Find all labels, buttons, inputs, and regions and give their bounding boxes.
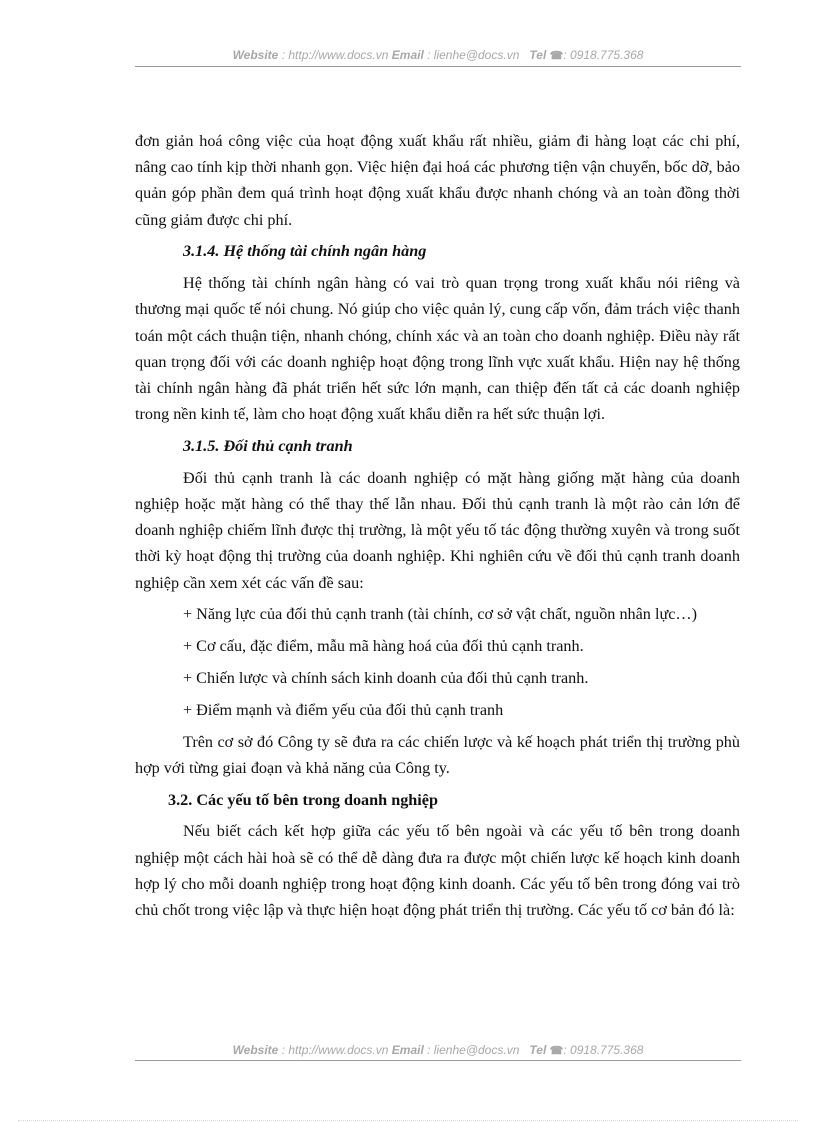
page-header <box>135 48 741 62</box>
website-separator: : <box>278 1043 289 1057</box>
bullet-item: + Cơ cấu, đặc điểm, mẫu mã hàng hoá của đối thủ cạnh tranh. <box>183 637 584 656</box>
page-edge-divider <box>18 1120 798 1121</box>
tel-number: 0918.775.368 <box>570 1043 644 1057</box>
intro-paragraph: đơn giản hoá công việc của hoạt động xuất khẩu rất nhiều, giảm đi hàng loạt các chi phí, nâng cao tính kịp thời nhanh gọn. Việc hiện đại hoá các phương tiện vận chuyển, bốc dỡ, bảo quản góp phần đem quá trình hoạt động xuất khẩu được nhanh chóng và an toàn đồng thời cũng giảm được chi phí. <box>135 132 740 229</box>
website-label: Website <box>232 1043 279 1057</box>
header-rule <box>135 66 741 67</box>
heading-3-1-5: 3.1.5. Đối thủ cạnh tranh <box>183 437 353 456</box>
website-label: Website <box>232 48 279 62</box>
footer-rule <box>135 1060 741 1061</box>
email-separator: : <box>423 48 434 62</box>
paragraph-3-1-4: Hệ thống tài chính ngân hàng có vai trò quan trọng trong xuất khẩu nói riêng và thương mại quốc tế nói chung. Nó giúp cho việc quản lý, cung cấp vốn, đảm trách việc thanh toán một cách thuận tiện, nhanh chóng, chính xác và an toàn cho doanh nghiệp. Điều này rất quan trọng đối với các doanh nghiệp hoạt động trong lĩnh vực xuất khẩu. Hiện nay hệ thống tài chính ngân hàng đã phát triển hết sức lớn mạnh, can thiệp đến tất cả các doanh nghiệp trong nền kinh tế, làm cho hoạt động xuất khẩu diễn ra hết sức thuận lợi. <box>135 274 740 424</box>
conclusion-paragraph: Trên cơ sở đó Công ty sẽ đưa ra các chiến lược và kế hoạch phát triển thị trường phù hợp với từng giai đoạn và khả năng của Công ty. <box>135 732 740 777</box>
phone-icon: ☎ <box>549 50 564 62</box>
bullet-item: + Năng lực của đối thủ cạnh tranh (tài chính, cơ sở vật chất, nguồn nhân lực…) <box>183 605 697 624</box>
paragraph-3-1-5: Đối thủ cạnh tranh là các doanh nghiệp có mặt hàng giống mặt hàng của doanh nghiệp hoặc mặt hàng có thể thay thế lẫn nhau. Đối thủ cạnh tranh là một rào cản lớn để doanh nghiệp chiếm lĩnh được thị trường, là một yếu tố tác động thường xuyên và trong suốt thời kỳ hoạt động thị trường của doanh nghiệp. Khi nghiên cứu về đối thủ cạnh tranh doanh nghiệp cần xem xét các vấn đề sau: <box>135 468 740 592</box>
page-body <box>135 128 740 929</box>
website-url[interactable]: http://www.docs.vn <box>288 48 389 62</box>
tel-separator: : <box>563 1043 571 1057</box>
tel-label: Tel <box>529 1043 547 1057</box>
email-address[interactable]: lienhe@docs.vn <box>433 1043 520 1057</box>
email-label: Email <box>391 48 424 62</box>
email-address[interactable]: lienhe@docs.vn <box>433 48 520 62</box>
paragraph-3-2: Nếu biết cách kết hợp giữa các yếu tố bên ngoài và các yếu tố bên trong doanh nghiệp một cách hài hoà sẽ có thể dễ dàng đưa ra được một chiến lược kế hoạch kinh doanh hợp lý cho mỗi doanh nghiệp trong hoạt động kinh doanh. Các yếu tố bên trong đóng vai trò chủ chốt trong việc lập và thực hiện hoạt động phát triển thị trường. Các yếu tố cơ bản đó là: <box>135 822 740 920</box>
email-label: Email <box>391 1043 424 1057</box>
phone-icon: ☎ <box>549 1045 564 1057</box>
tel-number: 0918.775.368 <box>570 48 644 62</box>
page-footer <box>135 1043 741 1057</box>
heading-3-1-4: 3.1.4. Hệ thống tài chính ngân hàng <box>183 242 427 261</box>
bullet-item: + Điểm mạnh và điểm yếu của đối thủ cạnh tranh <box>183 700 504 719</box>
website-url[interactable]: http://www.docs.vn <box>288 1043 389 1057</box>
tel-label: Tel <box>529 48 547 62</box>
bullet-item: + Chiến lược và chính sách kinh doanh của đối thủ cạnh tranh. <box>183 669 589 688</box>
heading-3-2: 3.2. Các yếu tố bên trong doanh nghiệp <box>168 790 438 809</box>
tel-separator: : <box>563 48 571 62</box>
website-separator: : <box>278 48 289 62</box>
email-separator: : <box>423 1043 434 1057</box>
